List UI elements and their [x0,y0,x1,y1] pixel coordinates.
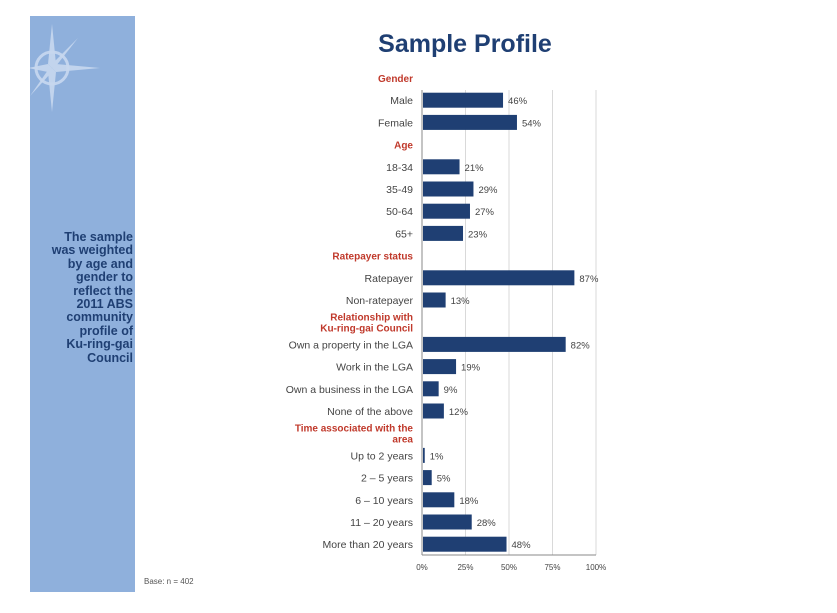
data-label: 28% [476,518,496,529]
group-label: Time associated with the [294,423,413,435]
data-label: 5% [436,473,451,485]
data-label: 18% [459,495,479,507]
group-label: Relationship with [330,312,413,324]
data-label: 9% [443,384,458,396]
category-label: Own a property in the LGA [288,339,413,352]
group-label: area [392,434,413,446]
data-label: 19% [461,362,481,374]
data-label: 87% [579,273,599,285]
sample-note: The sample was weighted by age and gender to reflect the 2011 ABS community profile of Ku-ring-gai Council [51,230,133,365]
category-label: 35-49 [386,184,413,196]
data-label: 1% [429,451,444,463]
group-label: Ku-ring-gai Council [320,323,413,335]
category-label: Ratepayer [364,272,413,285]
bar [423,381,439,396]
base-note: Base: n = 402 [144,577,194,586]
bar [423,448,425,463]
bar [423,270,574,285]
data-label: 13% [450,296,470,307]
category-label: 2 – 5 years [361,472,413,485]
bar [423,492,454,507]
category-label: Non-ratepayer [345,295,413,307]
bar [423,115,517,130]
data-label: 29% [478,185,498,196]
data-label: 46% [508,96,528,108]
data-label: 27% [474,207,494,219]
bar [423,182,473,197]
category-label: More than 20 years [322,539,413,552]
data-label: 82% [570,340,590,352]
category-label: Up to 2 years [350,450,413,463]
category-label: 18-34 [386,161,413,174]
bar [423,293,446,308]
bar [423,337,566,352]
category-label: 65+ [395,228,413,241]
category-label: 50-64 [386,206,413,219]
page-title: Sample Profile [378,30,552,58]
bar [423,404,444,419]
category-label: Work in the LGA [336,361,413,374]
data-label: 23% [468,229,488,241]
x-tick-label: 100% [585,563,607,572]
category-label: Own a business in the LGA [285,383,413,396]
data-label: 48% [511,540,531,552]
x-tick-label: 0% [416,563,428,572]
x-tick-label: 50% [500,563,518,572]
category-label: 11 – 20 years [350,517,413,529]
bar [423,515,472,530]
category-label: None of the above [327,406,413,418]
data-label: 12% [448,407,468,418]
group-label: Ratepayer status [332,251,413,263]
x-tick-label: 25% [457,563,474,572]
category-label: Female [377,117,413,130]
bar [423,93,503,108]
bar [423,537,507,552]
bar [423,359,456,374]
bar [423,226,463,241]
group-label: Gender [377,74,413,85]
data-label: 21% [464,162,484,174]
group-label: Age [394,140,413,152]
bar [423,159,460,174]
bar [423,470,432,485]
data-label: 54% [521,118,541,130]
x-tick-label: 75% [544,563,561,572]
category-label: 6 – 10 years [355,494,413,507]
category-label: Male [390,95,413,108]
bar [423,204,470,219]
